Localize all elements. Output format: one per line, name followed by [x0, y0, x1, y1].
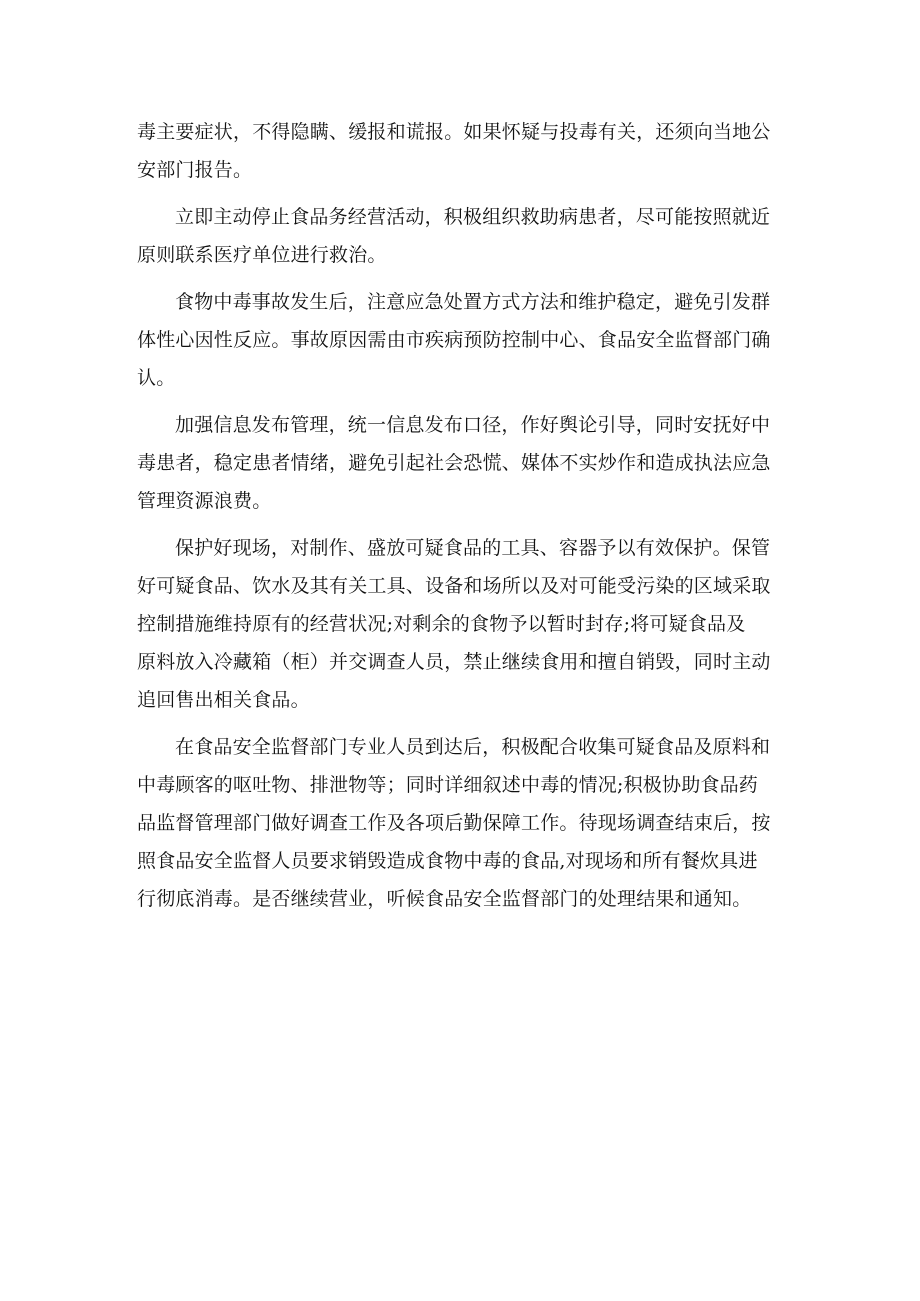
text-line: 控制措施维持原有的经营状况;对剩余的食物予以暂时封存;将可疑食品及 [137, 613, 746, 635]
paragraph-report [137, 113, 797, 189]
text-line: 好可疑食品、饮水及其有关工具、设备和场所以及对可能受污染的区域采取 [137, 575, 771, 597]
paragraph-protect-scene [137, 529, 797, 719]
text-line: 照食品安全监督人员要求销毁造成食物中毒的食品,对现场和所有餐炊具进 [137, 850, 758, 872]
text-line: 毒主要症状，不得隐瞒、缓报和谎报。如果怀疑与投毒有关，还须向当地公 [137, 121, 771, 143]
text-line: 行彻底消毒。是否继续营业，听候食品安全监督部门的处理结果和通知。 [137, 888, 752, 910]
text-line: 追回售出相关食品。 [137, 689, 310, 711]
text-line: 安部门报告。 [137, 159, 253, 181]
text-line: 管理资源浪费。 [137, 490, 272, 512]
text-line: 保护好现场，对制作、盛放可疑食品的工具、容器予以有效保护。保管 [175, 537, 771, 559]
text-line: 食物中毒事故发生后，注意应急处置方式方法和维护稳定，避免引发群 [175, 291, 771, 313]
text-line: 认。 [137, 367, 176, 389]
text-line: 在食品安全监督部门专业人员到达后，积极配合收集可疑食品及原料和 [175, 736, 771, 758]
text-line: 原料放入冷藏箱（柜）并交调查人员，禁止继续食用和擅自销毁，同时主动 [137, 651, 771, 673]
text-line: 体性心因性反应。事故原因需由市疾病预防控制中心、食品安全监督部门确 [137, 329, 771, 351]
paragraph-information-release [137, 406, 797, 520]
text-line: 加强信息发布管理，统一信息发布口径，作好舆论引导，同时安抚好中 [175, 414, 771, 436]
paragraph-emergency-handling [137, 283, 797, 397]
document-body [137, 113, 797, 927]
text-line: 品监督管理部门做好调查工作及各项后勤保障工作。待现场调查结束后，按 [137, 812, 771, 834]
paragraph-cooperate-investigation [137, 728, 797, 918]
text-line: 中毒顾客的呕吐物、排泄物等；同时详细叙述中毒的情况;积极协助食品药 [137, 774, 759, 796]
text-line: 立即主动停止食品务经营活动，积极组织救助病患者，尽可能按照就近 [175, 206, 771, 228]
paragraph-stop-operations [137, 198, 797, 274]
text-line: 毒患者，稳定患者情绪，避免引起社会恐慌、媒体不实炒作和造成执法应急 [137, 452, 771, 474]
text-line: 原则联系医疗单位进行救治。 [137, 244, 387, 266]
